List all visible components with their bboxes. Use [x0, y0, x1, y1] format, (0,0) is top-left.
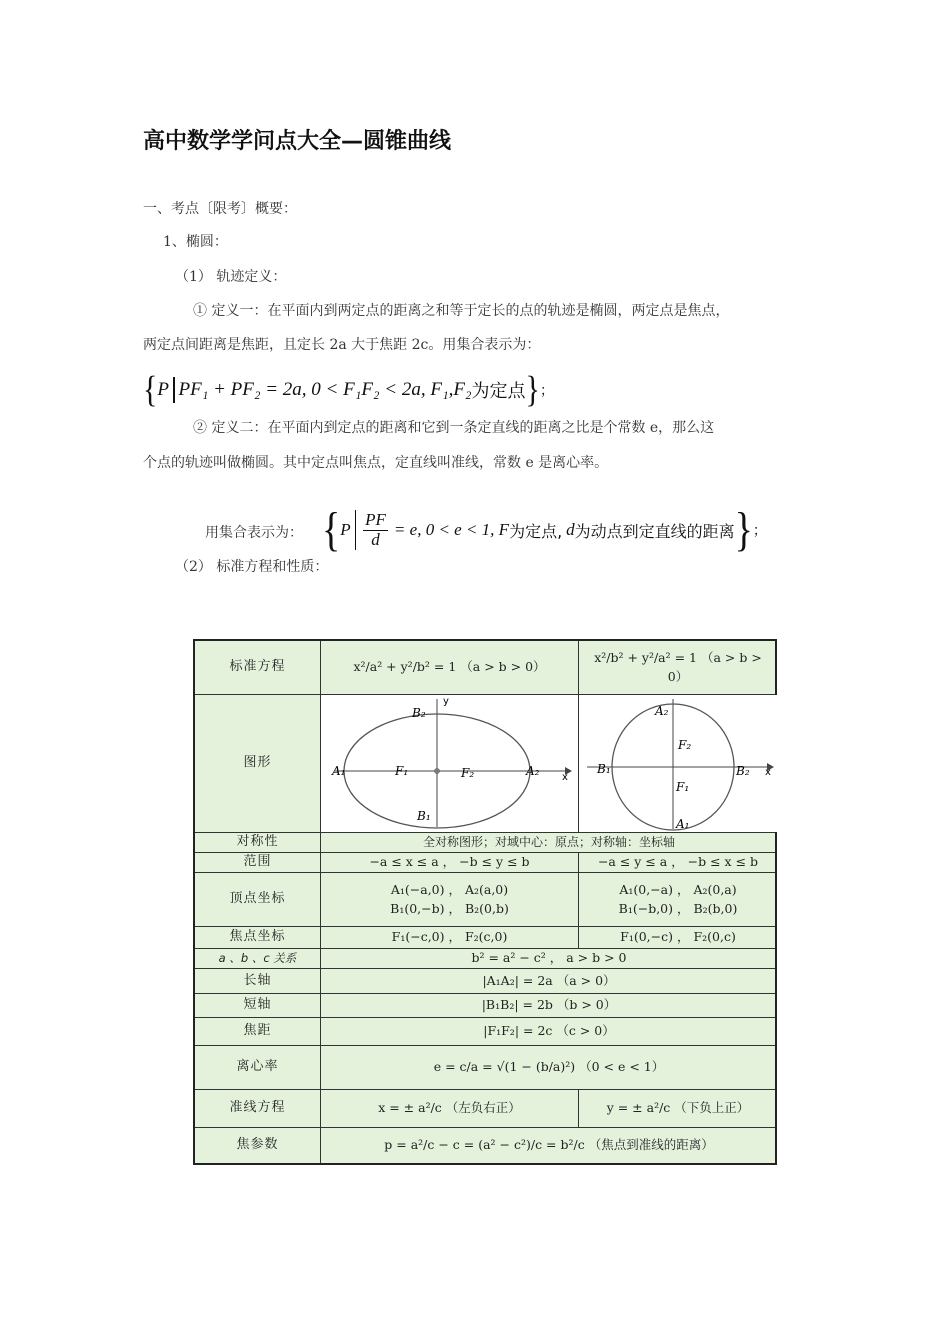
label-A2: A₂ [655, 704, 669, 718]
standard-equation-vertical: x²/b² + y²/a² = 1 （a > b > 0） [594, 650, 762, 684]
page-title: 高中数学学问点大全—圆锥曲线 [143, 129, 452, 154]
fraction-denominator: d [371, 529, 380, 549]
range-vertical: −a ≤ y ≤ a ， −b ≤ x ≤ b [597, 854, 759, 870]
row-label-symmetry: 对称性 [236, 834, 279, 850]
set-tail: 为定点 [471, 381, 526, 402]
section-heading: 一、考点〔限考〕概要： [143, 201, 297, 217]
foci-horizontal: F₁(−c,0) ， F₂(c,0) [391, 929, 508, 945]
label-y: y [443, 696, 449, 707]
label-A1: A₁ [332, 764, 346, 778]
label-x: x [562, 772, 568, 783]
minor-axis-value: |B₁B₂| = 2b （b > 0） [481, 997, 617, 1013]
label-B2: B₂ [412, 706, 426, 720]
row-label-major-axis: 长轴 [243, 972, 272, 988]
row-label-directrix: 准线方程 [229, 1100, 286, 1116]
vertical-ellipse-svg [579, 695, 777, 832]
subsubsection-heading: （1） 轨迹定义： [175, 269, 287, 285]
set-point: P [157, 379, 170, 400]
definition-one-line2: 两定点间距离是焦距，且定长 2a 大于焦距 2c。用集合表示为： [143, 337, 541, 353]
directrix-horizontal: x = ± a²/c （左负右正） [378, 1100, 521, 1116]
range-horizontal: −a ≤ x ≤ a ， −b ≤ y ≤ b [369, 854, 530, 870]
label-F2: F₂ [461, 766, 475, 780]
row-label-abc-relation: a 、b 、c 关系 [218, 951, 297, 966]
abc-relation-value: b² = a² − c² ， a > b > 0 [471, 950, 627, 966]
label-F2: F₂ [678, 738, 692, 752]
major-axis-value: |A₁A₂| = 2a （a > 0） [482, 972, 616, 988]
vertices-vertical-b: B₁(−b,0) ， B₂(b,0) [618, 900, 738, 916]
label-B1: B₁ [597, 762, 611, 776]
label-F1: F₁ [676, 780, 690, 794]
focal-parameter-value: p = a²/c − c = (a² − c²)/c = b²/c （焦点到准线的距离） [384, 1137, 714, 1153]
horizontal-ellipse-svg [321, 695, 578, 832]
label-A2: A₂ [526, 764, 540, 778]
label-x: x [765, 767, 771, 778]
subsection-heading: 1、椭圆： [163, 234, 228, 250]
row-label-eccentricity: 离心率 [236, 1059, 279, 1075]
set-divider [355, 510, 357, 550]
set-end: ； [752, 524, 767, 539]
subsubsection-heading-2: （2） 标准方程和性质： [175, 559, 329, 575]
row-label-standard-equation: 标准方程 [229, 659, 286, 675]
fraction-numerator: PF [365, 509, 386, 529]
vertical-ellipse-figure [579, 695, 777, 832]
row-label-vertices: 顶点坐标 [229, 891, 286, 907]
label-A1: A₁ [676, 817, 690, 831]
focal-distance-value: |F₁F₂| = 2c （c > 0） [483, 1023, 615, 1039]
foci-vertical: F₁(0,−c) ， F₂(0,c) [620, 929, 736, 945]
definition-one-line1: ① 定义一：在平面内到两定点的距离之和等于定长的点的轨迹是椭圆，两定点是焦点， [193, 303, 730, 319]
row-label-focal-parameter: 焦参数 [236, 1137, 279, 1153]
symmetry-value: 全对称图形；对域中心：原点；对称轴：坐标轴 [422, 834, 675, 849]
row-label-graph: 图形 [243, 755, 272, 771]
set-formula-1 [143, 368, 554, 410]
vertices-vertical [579, 873, 777, 926]
set-expression: = e, 0 < e < 1, F [393, 520, 510, 539]
set-lead: 用集合表示为： [205, 525, 303, 541]
directrix-vertical: y = ± a²/c （下负上正） [606, 1100, 750, 1116]
fraction [363, 511, 388, 549]
eccentricity-value: e = c/a = √(1 − (b/a)²) （0 < e < 1） [433, 1059, 665, 1075]
set-divider [173, 377, 175, 403]
left-brace: { [143, 368, 158, 410]
definition-two-line2: 个点的轨迹叫做椭圆。其中定点叫焦点，定直线叫准线，常数 e 是离心率。 [143, 455, 609, 471]
ellipse-properties-table [193, 639, 777, 1165]
row-label-foci: 焦点坐标 [229, 929, 286, 945]
set-formula-2 [322, 505, 767, 555]
horizontal-ellipse-figure [321, 695, 578, 832]
label-B2: B₂ [736, 764, 750, 778]
set-end: ； [539, 384, 554, 399]
vertices-horizontal-a: A₁(−a,0) ， A₂(a,0) [390, 882, 509, 898]
definition-two-line1: ② 定义二：在平面内到定点的距离和它到一条定直线的距离之比是个常数 e，那么这 [193, 420, 715, 436]
set-expression: PF₁ + PF₂ = 2a, 0 < F₁F₂ < 2a, F₁,F₂ [178, 379, 472, 400]
right-brace: } [734, 503, 753, 557]
vertices-horizontal-b: B₁(0,−b) ， B₂(0,b) [390, 900, 509, 916]
vertices-horizontal [321, 873, 578, 926]
left-brace: { [322, 503, 341, 557]
standard-equation-horizontal: x²/a² + y²/b² = 1 （a > b > 0） [353, 659, 546, 675]
set-var-d: d [566, 520, 575, 539]
set-tail-1: 为定点, [509, 521, 563, 541]
row-label-range: 范围 [243, 854, 272, 870]
label-B1: B₁ [417, 809, 431, 823]
set-point: P [340, 520, 351, 539]
row-label-focal-distance: 焦距 [243, 1023, 272, 1039]
label-F1: F₁ [395, 764, 409, 778]
row-label-minor-axis: 短轴 [243, 997, 272, 1013]
set-tail-2: 为动点到定直线的距离 [574, 521, 735, 541]
vertices-vertical-a: A₁(0,−a) ， A₂(0,a) [619, 882, 737, 898]
right-brace: } [525, 368, 540, 410]
